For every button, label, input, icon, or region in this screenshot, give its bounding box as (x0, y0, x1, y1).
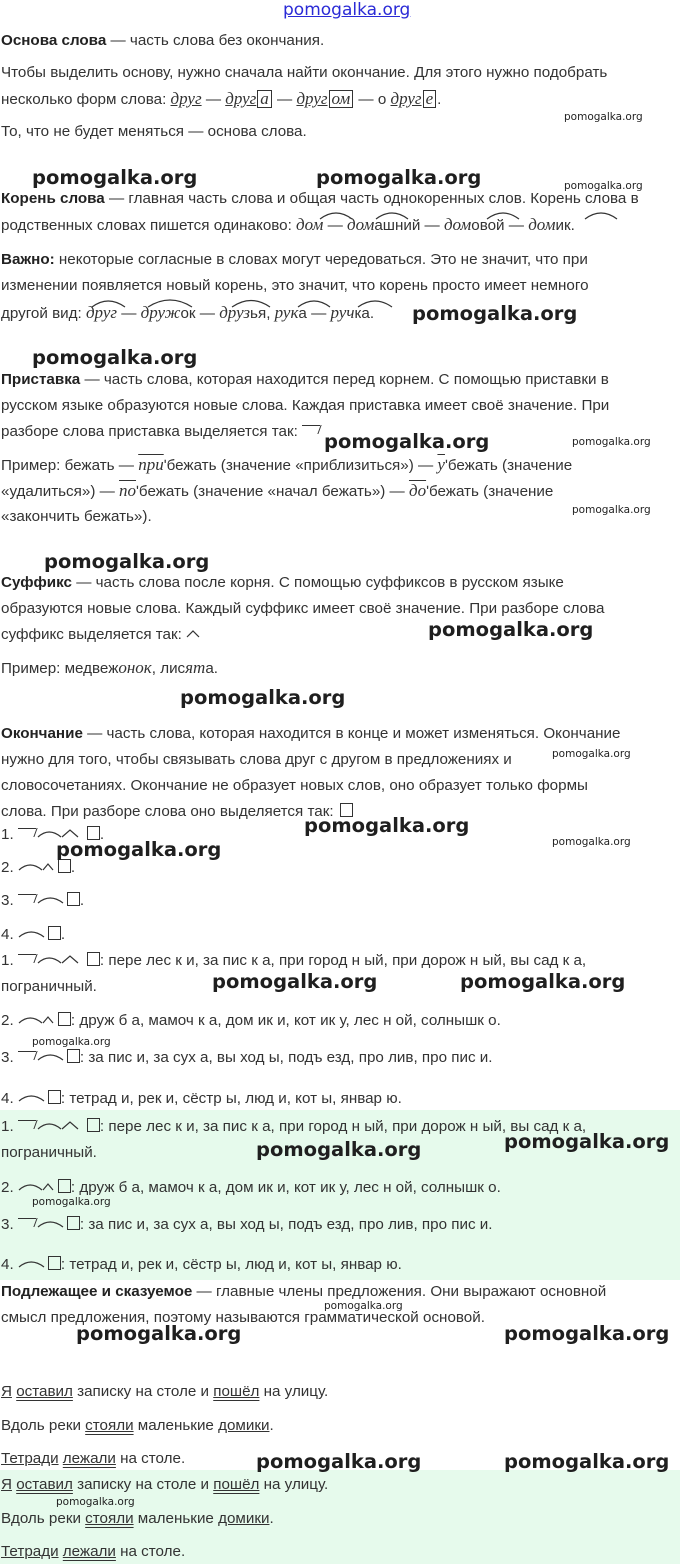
answer-3-num-hl: 3. (1, 1216, 14, 1233)
s2-end-hl: . (269, 1510, 274, 1527)
suffiks-definition (1, 570, 564, 596)
s1-mid: записку на столе и (72, 1383, 214, 1400)
alt-drug: друг (85, 303, 118, 322)
predicate-poshyol: пошёл (213, 1383, 260, 1400)
scheme-2-num: 2. (1, 859, 14, 876)
osnova-p2b: несколько форм слова: друг — друг а — друг ом — о друг е . (1, 89, 442, 108)
s1-end: на улицу. (259, 1383, 329, 1400)
sentence-3 (1, 1446, 185, 1472)
s2-start: Вдоль реки (1, 1417, 86, 1434)
alt-druzh: друж (140, 303, 181, 322)
prefix-po: по (119, 481, 137, 500)
term-podlezhashchee: Подлежащее и сказуемое (1, 1283, 193, 1300)
answer-ending-icon (87, 952, 100, 966)
subject-domiki-hl: домики (218, 1510, 270, 1527)
predicate-ostavil: оставил (16, 1383, 73, 1400)
answer-1-words: пере лес к и, за пис к а, при город н ый, при дорож н ый, вы сад к а, (108, 952, 587, 969)
vazhno-text-1: некоторые согласные в словах могут чередоваться. Это не значит, что при (54, 251, 588, 268)
watermark: pomogalka.org (180, 686, 346, 709)
answer-prefix-icon (18, 1051, 36, 1062)
koren-definition (1, 186, 639, 212)
podl-p2: смысл предложения, поэтому называются грамматической основой. (1, 1309, 485, 1326)
form-drug-4: друг (390, 89, 422, 108)
alt-ruch: руч (330, 303, 355, 322)
answer-1-num: 1. (1, 952, 14, 969)
osnova-definition (1, 28, 324, 54)
term-osnova: Основа слова (1, 32, 107, 49)
okonchanie-p4-text: слова. При разборе слова оно выделяется так: (1, 803, 338, 820)
watermark-small: pomogalka.org (564, 180, 643, 192)
alt-ruk: рук (274, 303, 299, 322)
scheme-prefix-icon (18, 828, 36, 839)
sentence-1-hl (1, 1472, 328, 1498)
s3-end-hl: на столе. (115, 1543, 186, 1560)
scheme-1: 1. . (1, 826, 105, 843)
alt-a: а (298, 305, 307, 322)
koren-vazhno-3: другой вид: друг — дружок — друзья, рука — ручка. (1, 303, 375, 322)
answer-prefix-icon (18, 1120, 36, 1131)
watermark: pomogalka.org (316, 166, 482, 189)
watermark-small: pomogalka.org (552, 748, 631, 760)
subject-domiki: домики (218, 1417, 270, 1434)
answer-scheme-icon (18, 1091, 46, 1103)
ex3-text: бежать (значение (447, 457, 573, 474)
predicate-ostavil-hl: оставил (16, 1476, 73, 1493)
scheme-ending-icon (48, 926, 61, 940)
suffiks-p3 (1, 622, 200, 648)
answer-2-num-hl: 2. (1, 1179, 14, 1196)
root-dom-2: дом (347, 215, 375, 234)
sentence-1 (1, 1379, 328, 1405)
s1-end-hl: на улицу. (259, 1476, 329, 1493)
scheme-root-icon (37, 893, 65, 905)
answer-1b-hl: пограничный. (1, 1144, 97, 1161)
watermark-small: pomogalka.org (32, 1036, 111, 1048)
scheme-prefix-icon (18, 894, 36, 905)
answer-3-line (1, 1045, 492, 1071)
suffix-yat: ят (185, 658, 206, 677)
answer-scheme-icon (37, 953, 85, 965)
subject-tetradi-hl: Тетради (1, 1543, 59, 1560)
ex5-text: бежать (значение «начал бежать») — (138, 483, 409, 500)
ending-om: ом (329, 90, 354, 108)
ex6-text: бежать (значение (428, 483, 554, 500)
predicate-lezhali-hl: лежали (62, 1543, 116, 1560)
scheme-root-icon (18, 927, 46, 939)
answer-3-words-hl: : за пис и, за сух а, вы ход ы, подъ езд, про лив, про пис и. (79, 1216, 493, 1233)
scheme-root-suffix-icon (18, 860, 56, 872)
watermark-small: pomogalka.org (552, 836, 631, 848)
watermark: pomogalka.org (76, 1322, 242, 1345)
watermark-small: pomogalka.org (564, 111, 643, 123)
pristavka-definition (1, 367, 609, 393)
pristavka-p2: русском языке образуются новые слова. Каждая приставка имеет своё значение. При (1, 397, 610, 414)
okonchanie-def-text: — часть слова, которая находится в конце и может изменяться. Окончание (82, 725, 621, 742)
osnova-def-text: — часть слова без окончания. (106, 32, 325, 49)
podl-def-text: — главные члены предложения. Они выражают основной (192, 1283, 607, 1300)
answer-4-line (1, 1086, 402, 1112)
pristavka-def-text: — часть слова, которая находится перед корнем. С помощью приставки в (80, 371, 609, 388)
watermark-small: pomogalka.org (32, 1196, 111, 1208)
answer-ending-icon (67, 1049, 80, 1063)
prefix-do: до (408, 481, 427, 500)
watermark: pomogalka.org (56, 838, 222, 861)
answer-4-num-hl: 4. (1, 1256, 14, 1273)
watermark-small: pomogalka.org (56, 1496, 135, 1508)
sentence-2-hl (1, 1506, 274, 1532)
answer-2-num: 2. (1, 1012, 14, 1029)
subject-ya: Я (1, 1383, 12, 1400)
watermark: pomogalka.org (504, 1322, 670, 1345)
scheme-4: 4. . (1, 926, 66, 943)
pristavka-example-3: «закончить бежать»). (1, 508, 152, 525)
subject-ya-hl: Я (1, 1476, 12, 1493)
answer-scheme-icon (37, 1119, 85, 1131)
watermark: pomogalka.org (460, 970, 626, 993)
pristavka-example-1: Пример: бежать — приʹбежать (значение «приблизиться») — уʹбежать (значение (1, 455, 573, 474)
scheme-4-num: 4. (1, 926, 14, 943)
answer-ending-icon (67, 1216, 80, 1230)
watermark: pomogalka.org (412, 302, 578, 325)
answer-prefix-icon (18, 954, 36, 965)
watermark: pomogalka.org (212, 970, 378, 993)
s2-start-hl: Вдоль реки (1, 1510, 86, 1527)
answer-ending-icon (58, 1179, 71, 1193)
vazhno-text-3: другой вид: (1, 305, 86, 322)
answer-scheme-icon (37, 1217, 65, 1229)
koren-p1b-text: родственных словах пишется одинаково: (1, 217, 297, 234)
answer-4-words-hl: : тетрад и, рек и, сёстр ы, люд и, кот ы, январ ю. (60, 1256, 402, 1273)
koren-vazhno-1 (1, 247, 588, 273)
term-pristavka: Приставка (1, 371, 81, 388)
suffix-onok: онок (118, 658, 152, 677)
ex4-text: «удалиться») — (1, 483, 120, 500)
root-suffix-ashniy: ашний (374, 217, 421, 234)
answer-ending-icon (48, 1256, 61, 1270)
ex2-text: бежать (значение «приблизиться») — (166, 457, 438, 474)
osnova-p2b-text: несколько форм слова: (1, 91, 171, 108)
predicate-lezhali: лежали (62, 1450, 116, 1467)
answer-3-line-hl (1, 1212, 492, 1238)
root-suffix-ovoy: овой (471, 217, 505, 234)
koren-def-text: — главная часть слова и общая часть однокоренных слов. Корень слова в (104, 190, 639, 207)
form-drug-2: друг (225, 89, 257, 108)
suffiks-p3-text: суффикс выделяется так: (1, 626, 187, 643)
answer-4-words: : тетрад и, рек и, сёстр ы, люд и, кот ы, январ ю. (60, 1090, 402, 1107)
answer-1-line-hl: 1. : пере лес к и, за пис к а, при город н ый, при дорож н ый, вы сад к а, (1, 1118, 587, 1135)
prefix-pri: при (138, 455, 164, 474)
alt-ka: ка (354, 305, 370, 322)
alt-druz: друз (219, 303, 251, 322)
term-suffiks: Суффикс (1, 574, 72, 591)
term-koren: Корень слова (1, 190, 105, 207)
watermark-small: pomogalka.org (324, 1300, 403, 1312)
suffiks-ex-text: Пример: медвеж (1, 660, 119, 677)
alt-ya: ья (250, 305, 267, 322)
okonchanie-p2: нужно для того, чтобы связывать слова друг с другом в предложениях и (1, 751, 512, 768)
s2-mid: маленькие (133, 1417, 219, 1434)
s1-mid-hl: записку на столе и (72, 1476, 214, 1493)
answer-4-num: 4. (1, 1090, 14, 1107)
okonchanie-p3: словосочетаниях. Окончание не образует новых слов, оно образует только формы (1, 777, 588, 794)
subject-tetradi: Тетради (1, 1450, 59, 1467)
ending-a: а (257, 90, 272, 108)
form-drug-3: друг (296, 89, 328, 108)
watermark: pomogalka.org (32, 346, 198, 369)
scheme-3-num: 3. (1, 892, 14, 909)
pristavka-p3-text: разборе слова приставка выделяется так: (1, 423, 303, 440)
prefix-mark-icon (302, 425, 320, 436)
s2-end: . (269, 1417, 274, 1434)
watermark: pomogalka.org (304, 814, 470, 837)
watermark-small: pomogalka.org (572, 436, 651, 448)
predicate-poshyol-hl: пошёл (213, 1476, 260, 1493)
scheme-ending-icon (67, 892, 80, 906)
predicate-stoyali: стояли (85, 1417, 134, 1434)
suffiks-ex-mid: , лис (151, 660, 186, 677)
ending-e: е (423, 90, 437, 108)
root-dom-3: дом (443, 215, 472, 234)
answer-scheme-icon (37, 1050, 65, 1062)
suffiks-ex-end: а. (205, 660, 219, 677)
koren-vazhno-2: изменении появляется новый корень, это значит, что корень просто имеет немного (1, 277, 589, 294)
pristavka-example-2: «удалиться») — поʹбежать (значение «начал бежать») — доʹбежать (значение (1, 481, 554, 500)
watermark: pomogalka.org (428, 618, 594, 641)
osnova-p3: То, что не будет меняться — основа слова. (1, 123, 307, 140)
answer-1-line: 1. : пере лес к и, за пис к а, при город н ый, при дорож н ый, вы сад к а, (1, 952, 587, 969)
scheme-3: 3. . (1, 892, 85, 909)
answer-scheme-icon (18, 1180, 56, 1192)
podl-definition (1, 1279, 606, 1305)
answer-1b: пограничный. (1, 978, 97, 995)
okonchanie-definition (1, 721, 621, 747)
osnova-p2a: Чтобы выделить основу, нужно сначала найти окончание. Для этого нужно подобрать (1, 64, 608, 81)
root-suffix-ik: ик (555, 217, 571, 234)
s2-mid-hl: маленькие (133, 1510, 219, 1527)
form-drug-1: друг (170, 89, 202, 108)
answer-ending-icon (87, 1118, 100, 1132)
s3-end: на столе. (115, 1450, 186, 1467)
arc-4 (585, 213, 617, 219)
prefix-u: у (437, 455, 445, 474)
sentence-2 (1, 1413, 274, 1439)
answer-2-words: : друж б а, мамоч к а, дом ик и, кот ик у, лес н ой, солнышк о. (70, 1012, 501, 1029)
answer-ending-icon (58, 1012, 71, 1026)
suffix-mark-icon (186, 629, 200, 639)
watermark: pomogalka.org (504, 1450, 670, 1473)
sentence-3-hl (1, 1539, 185, 1565)
watermark-small: pomogalka.org (572, 504, 651, 516)
pristavka-p3 (1, 419, 321, 445)
answer-1-words-hl: пере лес к и, за пис к а, при город н ый, при дорож н ый, вы сад к а, (108, 1118, 587, 1135)
scheme-2: 2. . (1, 859, 76, 876)
scheme-ending-icon (58, 859, 71, 873)
predicate-stoyali-hl: стояли (85, 1510, 134, 1527)
root-dom-1: дом (296, 215, 324, 234)
answer-3-num: 3. (1, 1049, 14, 1066)
answer-scheme-icon (18, 1013, 56, 1025)
scheme-1-num: 1. (1, 826, 14, 843)
watermark: pomogalka.org (504, 1130, 670, 1153)
koren-p1b: родственных словах пишется одинаково: дом — домашний — домовой — домик. (1, 215, 575, 234)
watermark: pomogalka.org (32, 166, 198, 189)
watermark: pomogalka.org (256, 1450, 422, 1473)
term-okonchanie: Окончание (1, 725, 83, 742)
answer-scheme-icon (18, 1257, 46, 1269)
answer-4-line-hl (1, 1252, 402, 1278)
suffiks-p2: образуются новые слова. Каждый суффикс имеет своё значение. При разборе слова (1, 600, 605, 617)
watermark: pomogalka.org (324, 430, 490, 453)
alt-ok: ок (180, 305, 196, 322)
answer-2-line (1, 1008, 501, 1034)
watermark: pomogalka.org (44, 550, 210, 573)
answer-2-words-hl: : друж б а, мамоч к а, дом ик и, кот ик у, лес н ой, солнышк о. (70, 1179, 501, 1196)
header-site-link[interactable]: pomogalka.org (283, 0, 411, 20)
answer-prefix-icon (18, 1218, 36, 1229)
answer-3-words: : за пис и, за сух а, вы ход ы, подъ езд, про лив, про пис и. (79, 1049, 493, 1066)
ex1-text: Пример: бежать — (1, 457, 139, 474)
suffiks-example (1, 655, 218, 682)
suffiks-def-text: — часть слова после корня. С помощью суффиксов в русском языке (71, 574, 564, 591)
answer-ending-icon (48, 1090, 61, 1104)
watermark: pomogalka.org (256, 1138, 422, 1161)
answer-1-num-hl: 1. (1, 1118, 14, 1135)
root-dom-4: дом (528, 215, 556, 234)
vazhno-label: Важно: (1, 251, 55, 268)
